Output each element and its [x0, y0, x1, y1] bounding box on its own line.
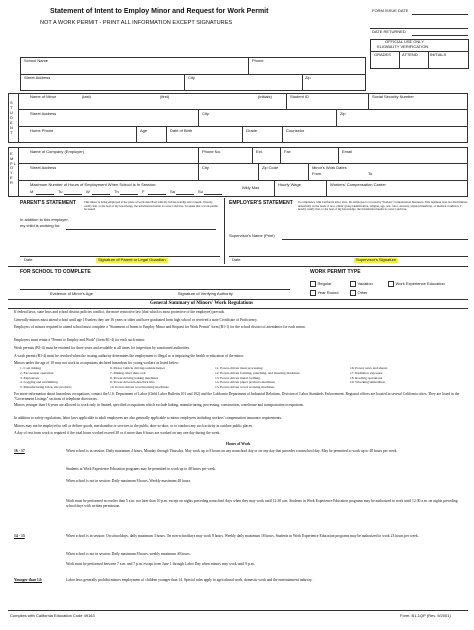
age-14-15-label: 14 - 15	[14, 534, 25, 538]
divider	[286, 93, 287, 109]
divider	[184, 74, 185, 91]
date-returned-label: DATE RETURNED	[372, 29, 406, 34]
vacation-checkbox[interactable]	[350, 281, 373, 287]
divider	[18, 126, 468, 127]
ext-label: Ext.	[256, 149, 263, 154]
divider	[166, 126, 167, 143]
ssn-label: Social Security Number	[372, 94, 414, 99]
hours-paragraph: When school is not in session: Daily maximum 8 hours, weekly maximum 40 hours.	[66, 552, 191, 556]
official-use-label: OFFICIAL USE ONLY	[385, 39, 424, 44]
home-phone-label: Home Phone	[30, 128, 54, 133]
form-issue-date-label: FORM ISSUE DATE	[372, 8, 409, 13]
form-title: Statement of Intent to Employ Minor and Request for Work Permit	[50, 8, 269, 15]
other-employer-line[interactable]	[66, 229, 216, 230]
school-phone-label: Phone	[252, 58, 264, 63]
hours-paragraph: Work must be performed between 7 a.m. and 7 p.m. except from June 1 through Labor Day when minors may work until 9 p.m.	[66, 562, 255, 566]
email-label: Email	[342, 149, 353, 154]
year-round-label: Year Round	[317, 289, 339, 295]
divider	[308, 163, 309, 180]
hours-paragraph: Students in Work Experience Education programs may be permitted to work up to 48 hours per week.	[66, 467, 217, 471]
hours-paragraph: When school is in session: Daily maximum 4 hours, Monday through Thursday. May work up to 8 hours on any nonschool day or on any day that precedes a nonschool day. May be permitted to work up to 48 hours per week.	[66, 449, 398, 453]
last-label: (last)	[82, 94, 91, 99]
work-permit-type-title: WORK PERMIT TYPE	[310, 269, 361, 275]
hazard-item: 18. Roofing operations	[350, 375, 383, 380]
day-hours-line[interactable]	[64, 194, 82, 195]
hazard-intro: Minors under the age of 18 may not work in occupations declared hazardous for young workers as listed below:	[14, 361, 180, 365]
verify-label: Signature of Verifying Authority	[178, 291, 233, 296]
divider	[18, 93, 19, 143]
wee-label: Work Experience Education	[395, 280, 445, 286]
hazard-item: 3. Explosives	[20, 375, 39, 380]
footer-right: Form: B1-1QP (Rev. 9/2001)	[400, 613, 451, 618]
vacation-label: Vacation	[357, 280, 373, 286]
divider	[326, 180, 327, 197]
student-side-label: S T U D E N T	[10, 100, 13, 135]
divider	[198, 109, 199, 126]
hazard-item: 5. Manufacturing brick, tile products	[20, 385, 72, 390]
hazard-item: 19. Wrecking/demolition	[350, 380, 385, 385]
hazard-item: 16. Power saws and shears	[350, 366, 388, 370]
regular-checkbox[interactable]	[310, 281, 332, 287]
student-zip-label: Zip	[340, 111, 346, 116]
grade-label: Grade	[246, 128, 258, 133]
school-street-label: Street Address	[24, 75, 51, 80]
hours-paragraph: When school is in session: On schooldays, daily maximum 3 hours. On non-schooldays may work 8 hours. Weekly daily maximum 18 hours. Students in Work Experience Education programs may be authorized to work 23 hours per week.	[66, 534, 419, 538]
bullet-item: Work permits (B1-4) must be retained for three years and available at all times for inspection by sanctioned authorities.	[14, 346, 190, 350]
parent-signature-label: Signature of Parent or Legal Guardian	[98, 257, 166, 262]
employer-side-label: E M P L O Y E R	[10, 151, 16, 185]
employer-statement-title: EMPLOYER'S STATEMENT	[229, 200, 293, 206]
divider	[18, 109, 468, 110]
hazard-item: 2. Excavation operation	[20, 370, 54, 375]
max-hours-label: Maximum Number of Hours of Employment When School is In Session:	[30, 182, 157, 187]
other-label: Other	[357, 289, 368, 295]
hours-paragraph: Work must be performed no earlier than 5 a.m. nor later than 10 p.m. except on nights preceding nonschool days when they may work until 12:30 a.m. Students in Work Experience Education programs may be authorized to work until 12:30 a.m. on nights preceding school days with written permission.	[66, 499, 458, 508]
parent-date-label: Date	[24, 257, 33, 262]
divider	[282, 126, 283, 143]
divider	[198, 163, 199, 180]
day-label: W	[86, 189, 90, 194]
divider	[252, 147, 253, 163]
bullet-item: Generally minors must attend school until age 18 unless they are 16 years or older and have graduated from high school or received a state Certificate of Proficiency.	[14, 317, 258, 322]
student-street-label: Street Address	[30, 111, 57, 116]
hazard-item: 4. Logging and sawmilling	[20, 380, 58, 385]
evidence-label: Evidence of Minor's Age	[50, 291, 93, 296]
bullet-item: Employers of minors required to attend school must complete a "Statement of Intent to Employ Minor and Request for Work Permit" form (B1-1) for the school district of attendance for each minor.	[14, 325, 306, 330]
employer-city-label: City	[202, 165, 209, 170]
summary-title: General Summary of Minors' Work Regulations	[150, 301, 254, 306]
day-hours-line[interactable]	[92, 194, 110, 195]
divider	[18, 180, 468, 181]
employer-street-label: Street Address	[30, 165, 57, 170]
hazard-item: 7. Mining other than coal	[110, 370, 146, 375]
divider	[274, 180, 275, 197]
bullet-item: If federal laws, state laws and school district policies conflict, the more restrictive law (that which is most protective of the employee) prevails.	[14, 310, 226, 314]
day-label: M	[30, 189, 34, 194]
divider	[280, 147, 281, 163]
hazard-item: 15. Power-driven wood working machines	[215, 385, 275, 390]
supervisor-name-label: Supervisor's Name (Print)	[229, 233, 275, 238]
day-hours-line[interactable]	[36, 194, 54, 195]
divider	[368, 93, 369, 109]
bullet-item: In addition to safety regulations, labor laws applicable to adult employees are also generally applicable to minor employees including workers' compensation insurance requirements.	[14, 415, 282, 420]
divider	[338, 147, 339, 163]
divider	[399, 51, 400, 69]
to-label: To	[368, 171, 373, 176]
footer-left: Complies with California Education Code 49163	[10, 613, 95, 618]
day-label: Su	[198, 189, 203, 194]
divider	[198, 147, 199, 163]
divider	[18, 147, 19, 197]
age-16-17-label: 16 - 17	[14, 449, 25, 453]
younger-label: Younger than 14:	[14, 578, 42, 582]
parent-working-for-label: my child is working for:	[20, 223, 61, 228]
evidence-line[interactable]	[20, 289, 290, 290]
day-hours-line[interactable]	[148, 194, 166, 195]
date-returned-line[interactable]	[412, 35, 468, 36]
grades-label: GRADES	[374, 52, 391, 57]
divider	[136, 126, 137, 143]
divider	[8, 610, 468, 611]
hazard-item: 13. Power-driven metal forming	[215, 375, 261, 380]
parent-statement-text: This minor is being employed at the place of work described with my full knowledge and consent. I hereby certify that, to the best of my knowledge, the information herein is correct and true. I request that a work permit be issued.	[84, 200, 219, 212]
wkly-max-label: Wkly Max	[242, 185, 260, 190]
hazard-item: 17. Radiation exposure	[350, 370, 383, 375]
age-label: Age	[140, 128, 148, 133]
initials-field-label: (initials)	[258, 94, 272, 99]
hazard-item: 12. Power-driven forming, punching, and shearing machines	[215, 370, 300, 375]
younger-text: Labor laws generally prohibit minors employment of children younger than 14. Special rules apply to agricultural work, domestic work and the entertainment industry.	[66, 578, 313, 582]
student-block	[8, 93, 468, 143]
bullet-item: A work permit (B1-4) must be revoked when the issuing authority determines the employment is illegal or is impairing the health or education of the minor.	[14, 353, 245, 358]
day-label: Tu	[58, 189, 63, 194]
divider	[242, 126, 243, 143]
school-complete-title: FOR SCHOOL TO COMPLETE	[20, 269, 91, 275]
counselor-label: Counselor	[286, 128, 305, 133]
divider	[224, 198, 225, 264]
bullet-item: Employers must retain a "Permit to Employ and Work" (form B1-4) for each such minor.	[14, 338, 146, 343]
wee-checkbox[interactable]	[388, 281, 445, 287]
divider	[258, 163, 259, 180]
divider	[428, 51, 429, 69]
more-info-text: For more information about hazardous occupations, contact the U.S. Department of Labor (Child Labor Bulletin 101 and 102) and the California Department of Industrial Relations, Division of Labor Standards Enforcement. Regional offices are located in several California cities. They are listed in the "Government Listings" sections of telephone directories.	[14, 392, 460, 401]
divider	[336, 109, 337, 126]
parent-statement-title: PARENT'S STATEMENT	[20, 200, 76, 206]
dob-label: Date of Birth	[170, 128, 193, 133]
year-round-checkbox[interactable]	[310, 290, 338, 296]
hazard-item: 10. Power-driven woodworking machines	[110, 385, 169, 390]
bullet-item: Minors may not be employed to sell or deliver goods, merchandise or services to the public door-to-door, or to conduct any such activity in outdoor public places.	[14, 423, 253, 428]
divider	[18, 163, 468, 164]
supervisor-name-line[interactable]	[282, 239, 468, 240]
hazard-item: 9. Power-driven hoists/fork lifts	[110, 380, 155, 385]
workers-comp-label: Workers' Compensation Carrier	[330, 182, 386, 187]
day-hours-line[interactable]	[204, 194, 222, 195]
hazard-item: 14. Power-driven paper products machines	[215, 380, 275, 385]
employer-phone-label: Phone No.	[202, 149, 221, 154]
hazard-item: 1. Coal mining	[20, 366, 41, 370]
hours-title: Hours of Work	[226, 442, 251, 446]
supervisor-date-label: Date	[232, 257, 241, 262]
parent-addition-label: In addition to this employer,	[20, 217, 69, 222]
hazard-item: 6. Motor vehicle driving/outside helper	[110, 366, 165, 370]
student-id-label: Student ID	[290, 94, 309, 99]
divider	[8, 308, 468, 309]
divider	[8, 266, 468, 267]
hazard-item: 11. Power-driven meat processing	[215, 366, 263, 370]
day-label: Sa	[170, 189, 175, 194]
work-dates-label: Minor's Work Dates	[312, 165, 347, 170]
hours-paragraph: When school is not in session: Daily maximum 8 hours. Weekly maximum 48 hours.	[66, 479, 192, 483]
first-label: (first)	[160, 94, 170, 99]
employer-zip-label: Zip Code	[262, 165, 279, 170]
supervisor-signature-line[interactable]	[229, 256, 468, 257]
initials-label: INITIALS	[430, 52, 447, 57]
from-label: From	[312, 171, 322, 176]
divider	[8, 299, 468, 300]
divider	[302, 74, 303, 91]
bullet-item: Minors younger than 16 years are allowed to work only in limited, specified occupations which exclude baking, manufacturing, processing, construction, warehouse and transportation occupations.	[14, 403, 304, 407]
employer-statement-text: In compliance with California labor laws, the employee is covered by Workers' Compensation Insurance. This business does not discriminate unlawfully on the basis of race, ethnic group identification, religion, age, sex, color, ancestry, physical handicap, or medical condition. I hereby certify that, to the best of my knowledge, the information herein is correct and true.	[298, 200, 468, 212]
day-hours-line[interactable]	[120, 194, 138, 195]
school-name-label: School Name	[24, 58, 49, 63]
fax-label: Fax	[284, 149, 291, 154]
eligibility-label: ELIGIBILITY VERIFICATION	[377, 44, 429, 49]
student-city-label: City	[202, 111, 209, 116]
day-label: F	[142, 189, 145, 194]
name-of-minor-label: Name of Minor	[30, 94, 57, 99]
day-hours-line[interactable]	[176, 194, 194, 195]
form-issue-date-line[interactable]	[412, 14, 468, 15]
other-checkbox[interactable]	[350, 290, 368, 296]
supervisor-signature-label: Supervisor's Signature	[356, 257, 397, 262]
attend-label: ATTEND	[402, 52, 418, 57]
school-city-label: City	[188, 75, 195, 80]
form-subtitle: NOT A WORK PERMIT - PRINT ALL INFORMATION EXCEPT SIGNATURES	[40, 20, 233, 26]
hazard-item: 8. Power-driving baking machines	[110, 375, 159, 380]
regular-label: Regular	[317, 280, 332, 286]
day-label: Th	[114, 189, 119, 194]
school-zip-label: Zip	[305, 75, 311, 80]
company-name-label: Name of Company (Employer)	[30, 149, 85, 154]
hourly-wage-label: Hourly Wage	[278, 182, 301, 187]
bullet-item: A day of rest from work is required if the total hours worked exceed 30 or if more than 6 hours are worked on any one day during the week.	[14, 431, 221, 436]
divider	[248, 57, 249, 74]
